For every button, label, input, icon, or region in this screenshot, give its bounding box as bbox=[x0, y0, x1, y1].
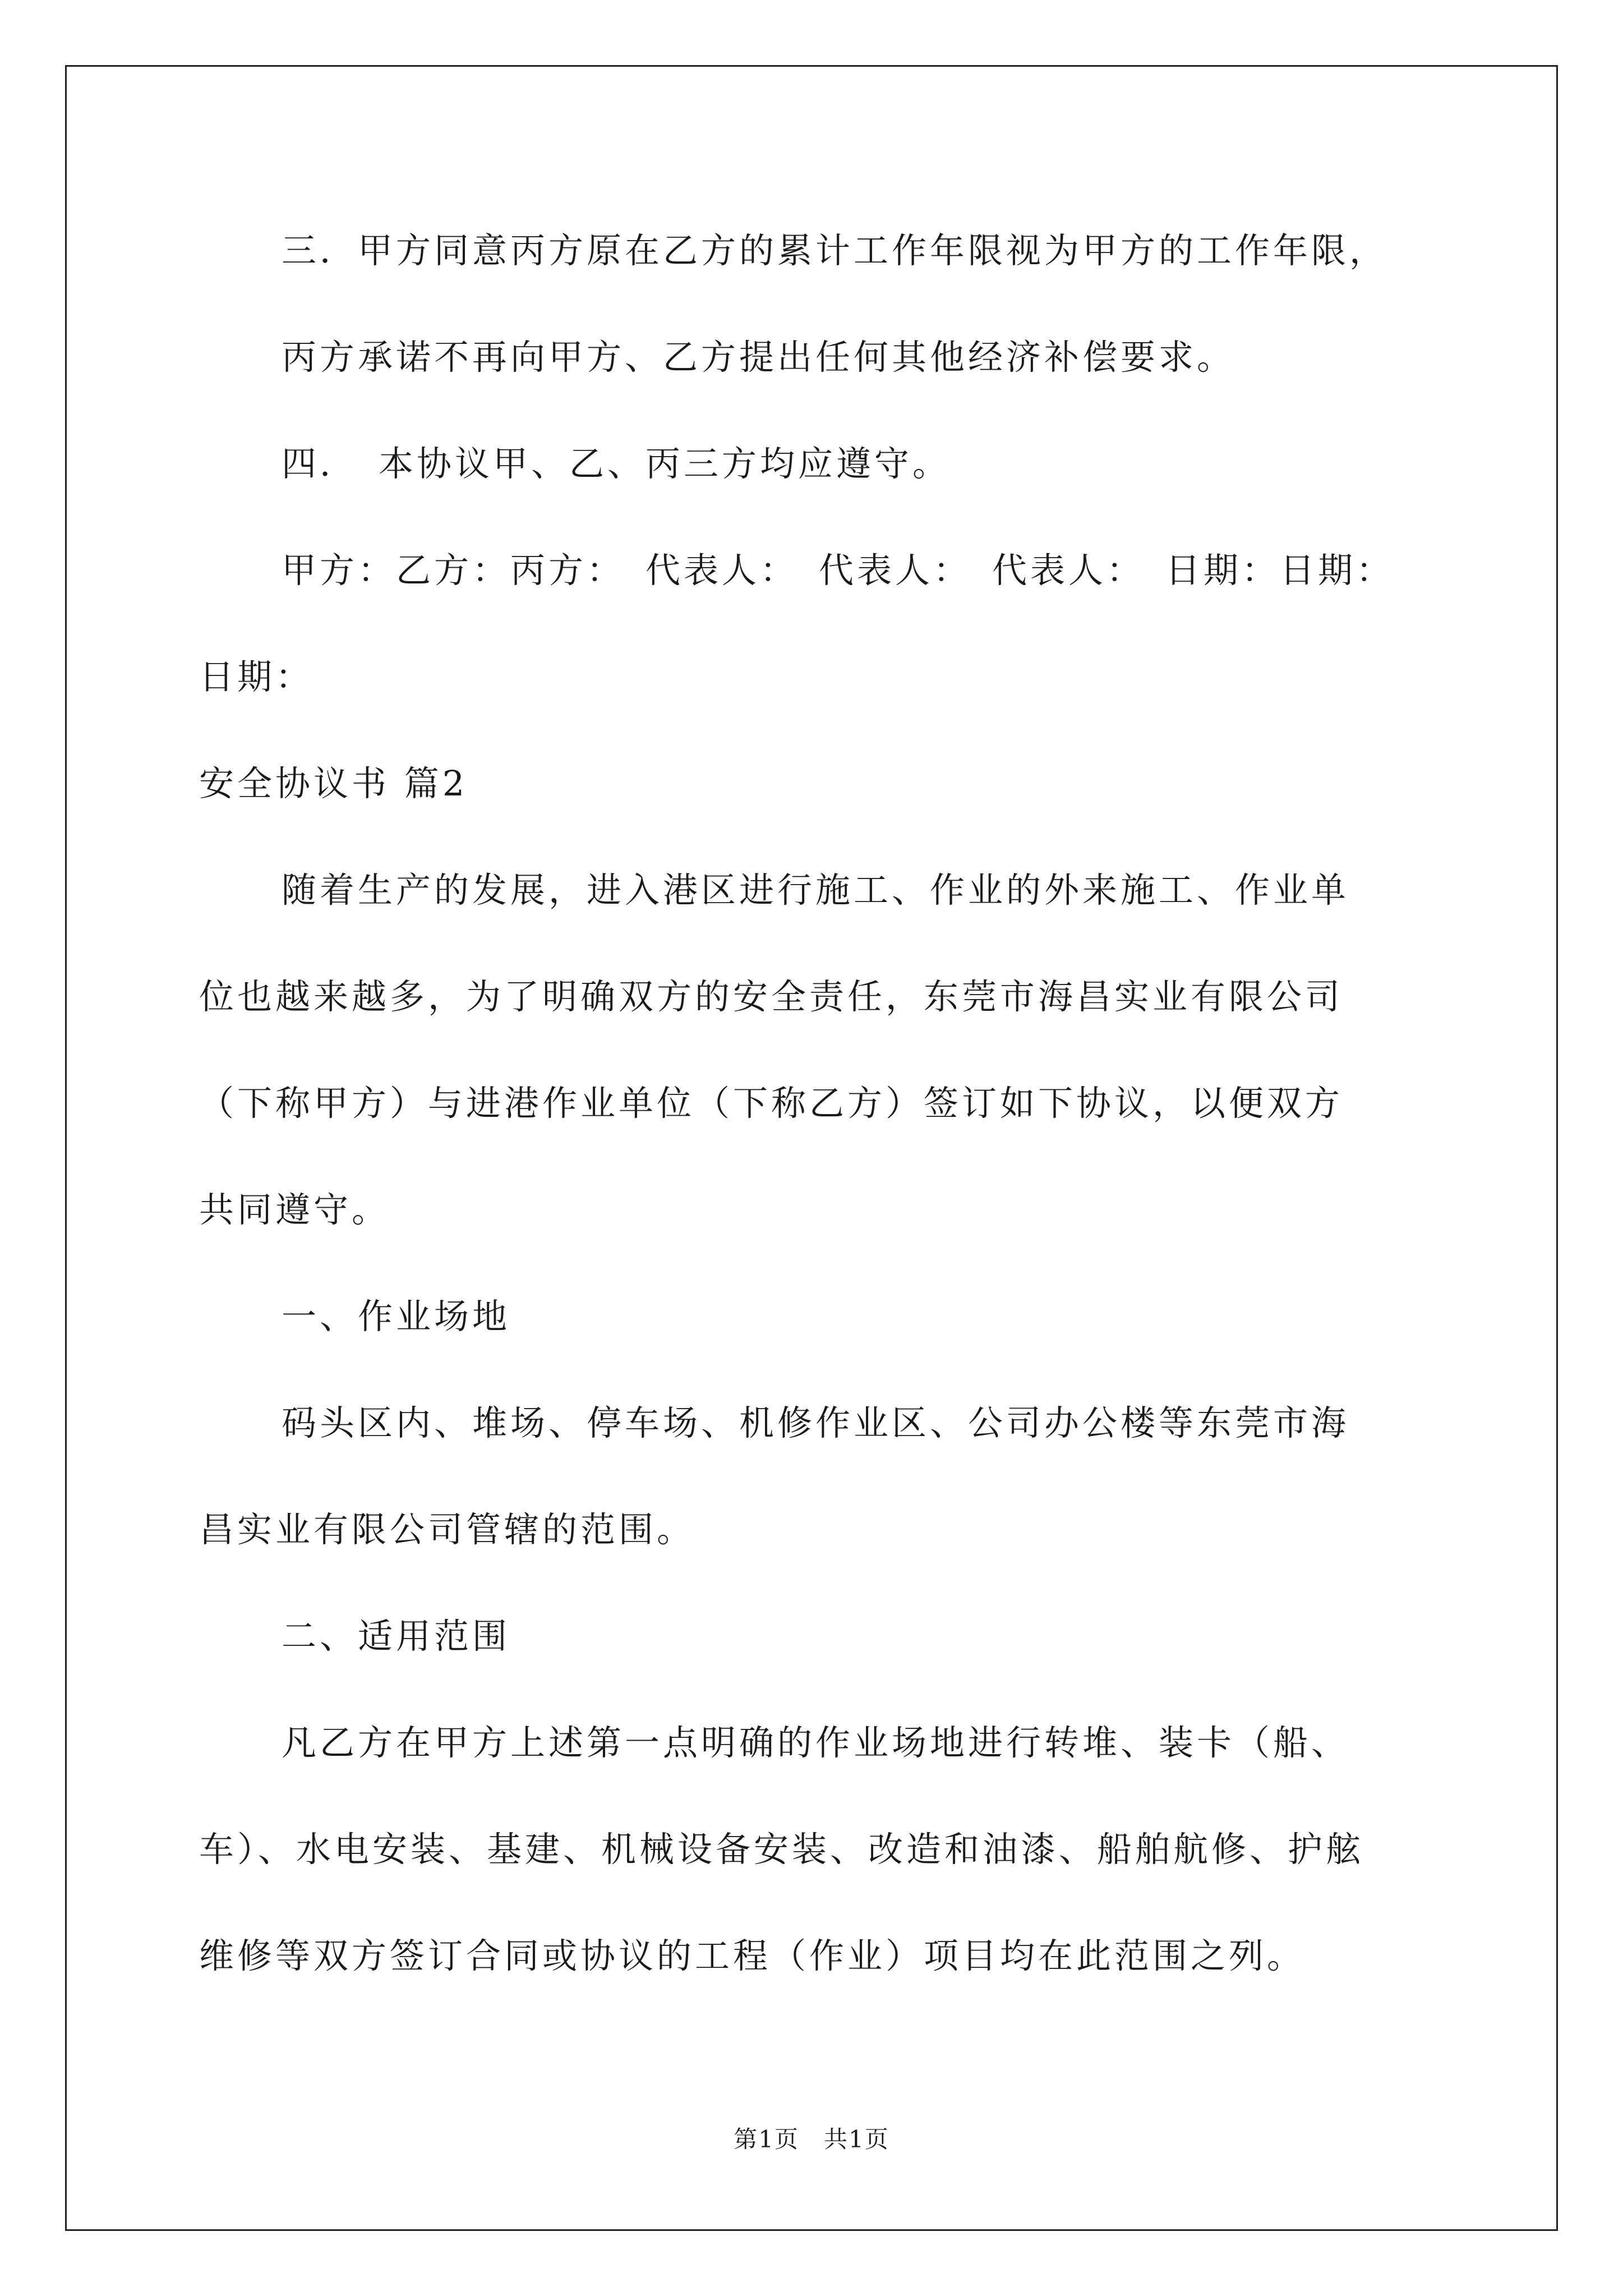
section-heading: 安全协议书 篇2 bbox=[199, 763, 468, 804]
paragraph-line: （下称甲方）与进港作业单位（下称乙方）签订如下协议，以便双方 bbox=[199, 1083, 1344, 1124]
paragraph-line: 凡乙方在甲方上述第一点明确的作业场地进行转堆、装卡（船、 bbox=[282, 1722, 1350, 1763]
paragraph-line: 共同遵守。 bbox=[199, 1189, 390, 1230]
paragraph-line: 昌实业有限公司管辖的范围。 bbox=[199, 1509, 695, 1550]
page-border bbox=[65, 65, 1558, 2231]
signature-line: 甲方：乙方：丙方： 代表人： 代表人： 代表人： 日期：日期： bbox=[282, 550, 1395, 591]
paragraph-line: 维修等双方签订合同或协议的工程（作业）项目均在此范围之列。 bbox=[199, 1935, 1306, 1976]
paragraph-line: 三．甲方同意丙方原在乙方的累计工作年限视为甲方的工作年限， bbox=[282, 230, 1388, 271]
paragraph-line: 位也越来越多，为了明确双方的安全责任，东莞市海昌实业有限公司 bbox=[199, 976, 1344, 1017]
paragraph-line: 码头区内、堆场、停车场、机修作业区、公司办公楼等东莞市海 bbox=[282, 1402, 1350, 1443]
paragraph-line: 四． 本协议甲、乙、丙三方均应遵守。 bbox=[282, 443, 951, 484]
signature-line: 日期： bbox=[199, 656, 314, 697]
paragraph-line: 随着生产的发展，进入港区进行施工、作业的外来施工、作业单 bbox=[282, 869, 1350, 910]
page-number-footer: 第1页 共1页 bbox=[734, 2125, 889, 2153]
paragraph-line: 车）、水电安装、基建、机械设备安装、改造和油漆、船舶航修、护舷 bbox=[199, 1829, 1364, 1870]
paragraph-line: 丙方承诺不再向甲方、乙方提出任何其他经济补偿要求。 bbox=[282, 337, 1235, 378]
subsection-heading: 一、作业场地 bbox=[282, 1296, 511, 1337]
subsection-heading: 二、适用范围 bbox=[282, 1616, 511, 1657]
